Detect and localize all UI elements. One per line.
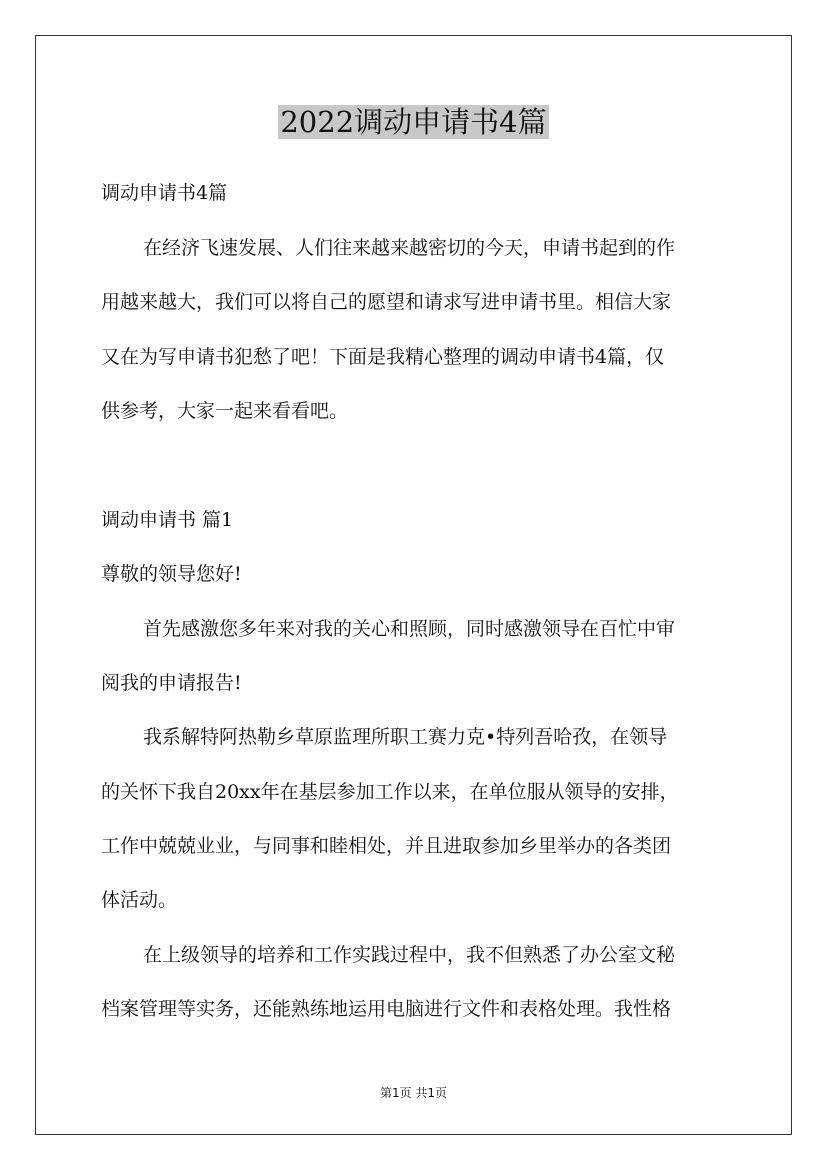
paragraph-line: 的关怀下我自20xx年在基层参加工作以来，在单位服从领导的安排， <box>101 781 679 803</box>
paragraph-line: 在上级领导的培养和工作实践过程中，我不但熟悉了办公室文秘 <box>143 944 676 966</box>
intro-line: 在经济飞速发展、人们往来越来越密切的今天，申请书起到的作 <box>143 237 676 259</box>
intro-line: 供参考，大家一起来看看吧。 <box>101 400 349 422</box>
page-footer: 第1页 共1页 <box>379 1086 448 1100</box>
paragraph-line: 阅我的申请报告! <box>101 672 242 694</box>
paragraph-line: 我系解特阿热勒乡草原监理所职工赛力克•特列吾哈孜，在领导 <box>143 726 668 748</box>
intro-line: 用越来越大，我们可以将自己的愿望和请求写进申请书里。相信大家 <box>101 291 672 313</box>
paragraph-line: 首先感激您多年来对我的关心和照顾，同时感激领导在百忙中审 <box>143 618 676 640</box>
paragraph-line: 工作中兢兢业业，与同事和睦相处，并且进取参加乡里举办的各类团 <box>101 835 672 857</box>
paragraph-line: 档案管理等实务，还能熟练地运用电脑进行文件和表格处理。我性格 <box>101 998 672 1020</box>
salutation: 尊敬的领导您好! <box>101 563 242 585</box>
intro-heading: 调动申请书4篇 <box>101 182 228 204</box>
document-title <box>0 103 827 141</box>
section-heading: 调动申请书 篇1 <box>101 509 234 531</box>
intro-line: 又在为写申请书犯愁了吧！下面是我精心整理的调动申请书4篇，仅 <box>101 346 665 368</box>
paragraph-line: 体活动。 <box>101 889 178 911</box>
document-title-text: 2022调动申请书4篇 <box>280 105 547 139</box>
